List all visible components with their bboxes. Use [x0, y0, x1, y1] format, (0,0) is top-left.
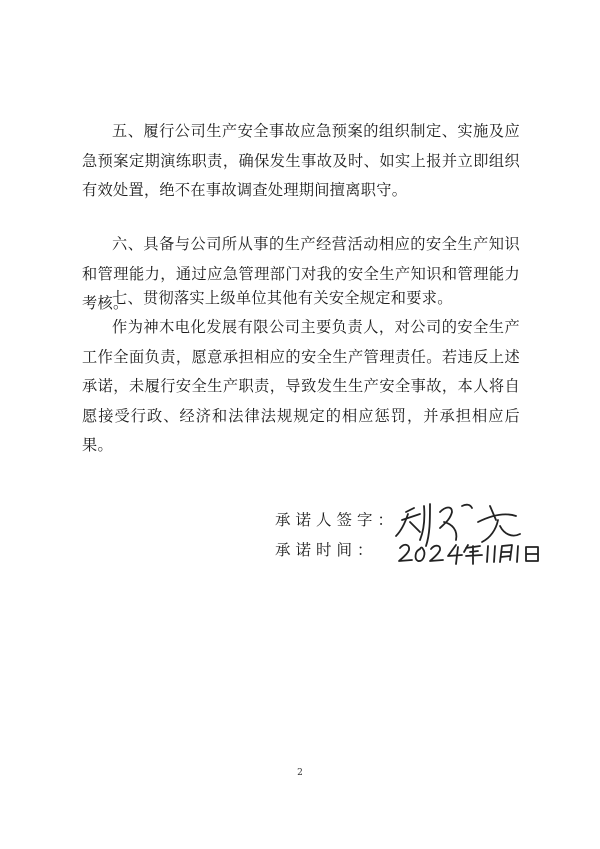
date-label: 承诺时间： [275, 541, 378, 559]
paragraph-item-7: 七、贯彻落实上级单位其他有关安全规定和要求。 [112, 289, 453, 307]
paragraph-item-5: 五、履行公司生产安全事故应急预案的组织制定、实施及应急预案定期演练职责，确保发生事故及时、如实上报并立即组织有效处置，绝不在事故调查处理期间擅离职守。 [82, 122, 520, 199]
page-number: 2 [297, 768, 303, 778]
paragraph-item-6: 六、具备与公司所从事的生产经营活动相应的安全生产知识和管理能力，通过应急管理部门对我的安全生产知识和管理能力考核。 [82, 235, 520, 312]
paragraph-commitment: 作为神木电化发展有限公司主要负责人，对公司的安全生产工作全面负责，愿意承担相应的安全生产管理责任。若违反上述承诺，未履行安全生产职责，导致发生生产安全事故，本人将自愿接受行政、经济和法律法规规定的相应惩罚，并承担相应后果。 [82, 318, 520, 454]
signer-label: 承诺人签字： [275, 511, 399, 529]
